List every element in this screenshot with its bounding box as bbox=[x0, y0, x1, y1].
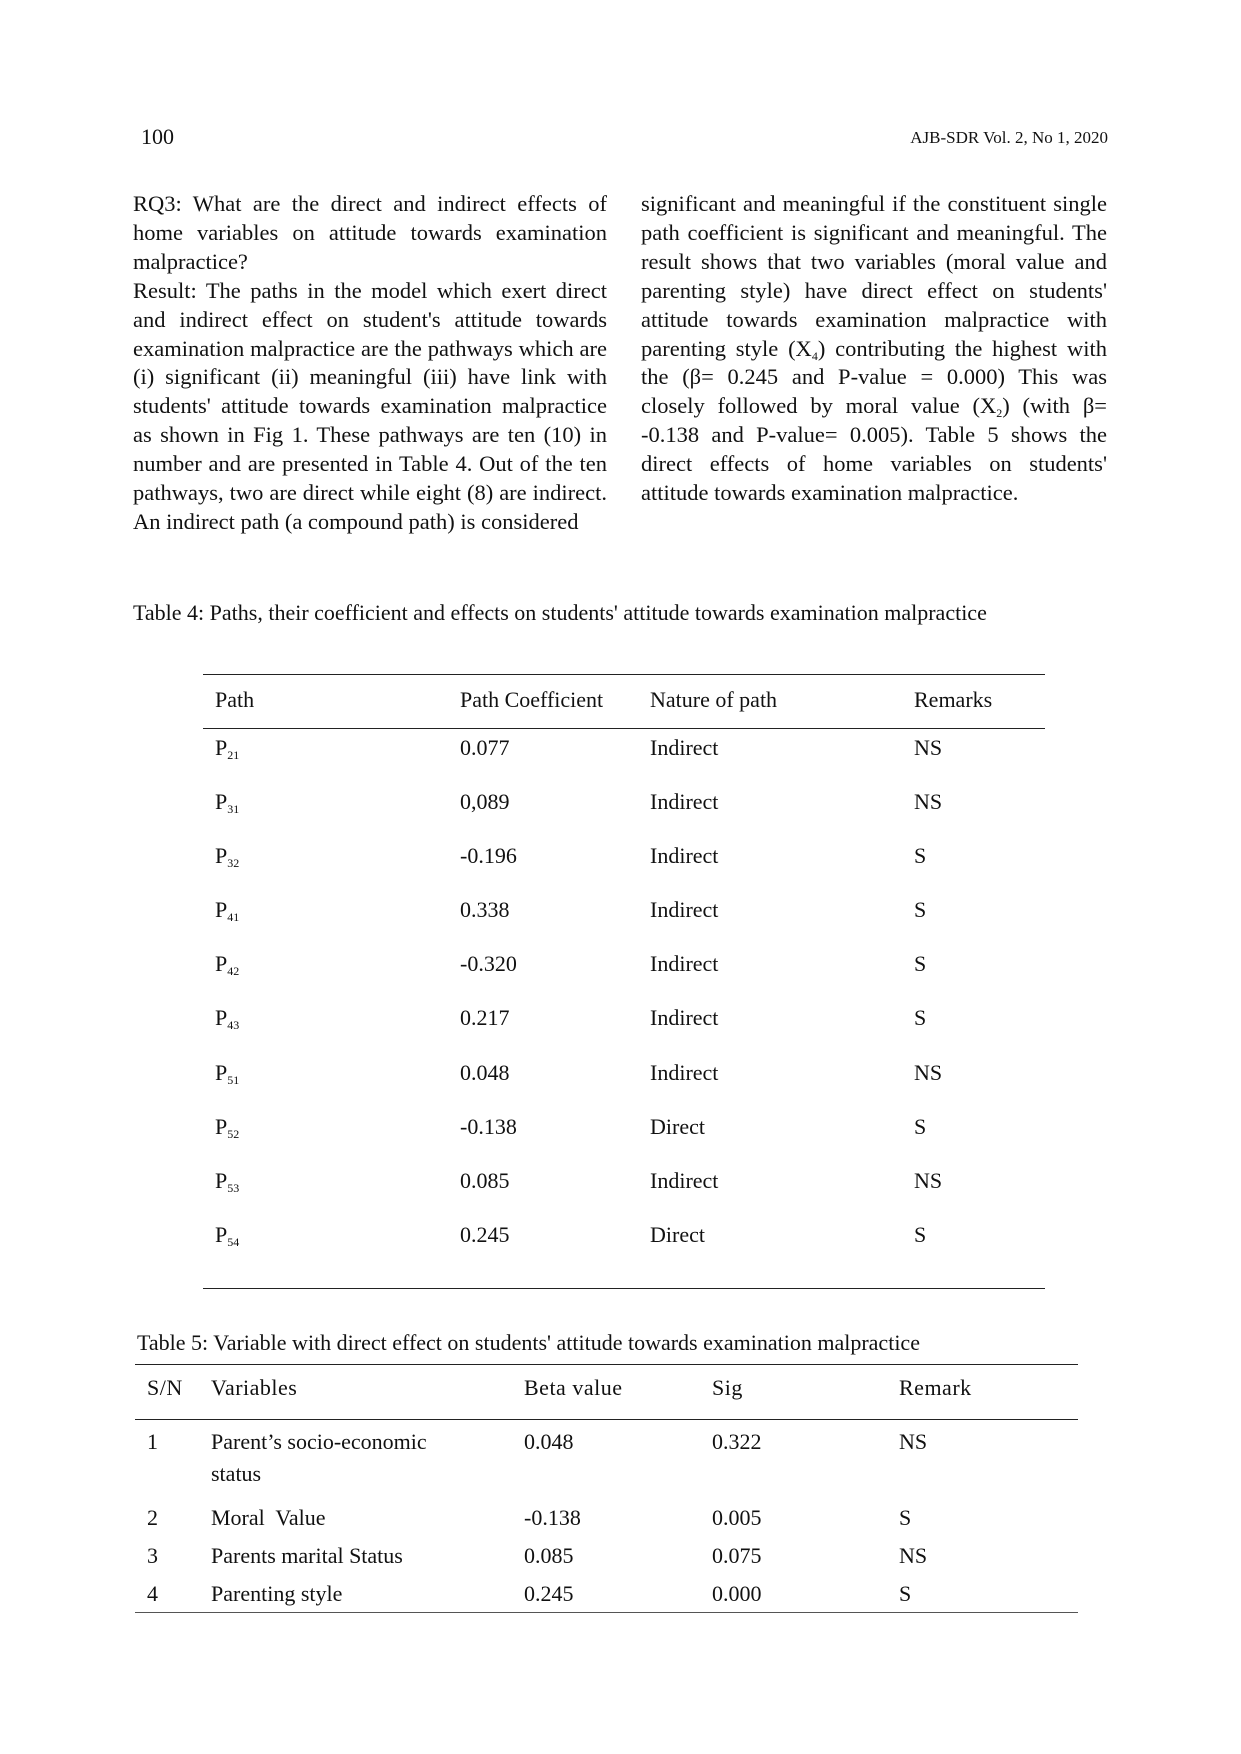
variable-name: Moral Value bbox=[211, 1504, 326, 1530]
table-header-row bbox=[203, 675, 1045, 729]
beta-cell: 0.048 bbox=[524, 1429, 574, 1454]
nature-cell: Direct bbox=[638, 1216, 902, 1288]
text-segment: ) (with β= -0.138 and P-value= 0.005). Table 5 shows the direct effects of home variables on students' attitude towards examination malpractice. bbox=[641, 393, 1107, 506]
remark-cell: S bbox=[887, 1572, 1078, 1613]
path-subscript: 21 bbox=[227, 748, 240, 762]
text-segment: ) contributing the highest with the (β= 0.245 and P-value = 0.000) This was closely followed by moral value (X bbox=[641, 335, 1107, 419]
path-subscript: 41 bbox=[227, 910, 240, 925]
table-header-row bbox=[135, 1365, 1078, 1420]
coefficient-cell: 0.245 bbox=[448, 1216, 638, 1288]
coefficient-cell: 0.048 bbox=[460, 1059, 510, 1085]
subscript: 4 bbox=[811, 348, 818, 363]
beta-cell: 0.245 bbox=[512, 1572, 700, 1613]
remark-cell: S bbox=[899, 1504, 912, 1530]
path-subscript: 53 bbox=[227, 1181, 240, 1195]
coefficient-cell: 0.338 bbox=[460, 897, 510, 923]
sig-cell: 0.000 bbox=[700, 1572, 887, 1613]
path-subscript: 52 bbox=[227, 1126, 240, 1141]
path-label: P bbox=[215, 788, 228, 814]
research-question: RQ3: What are the direct and indirect effects of home variables on attitude towards examination malpractice? bbox=[133, 191, 607, 274]
col-header: Beta value bbox=[512, 1365, 700, 1420]
remark-cell: NS bbox=[914, 1059, 943, 1085]
coefficient-cell: -0.320 bbox=[460, 951, 517, 977]
path-cell bbox=[203, 1054, 448, 1108]
right-paragraph bbox=[641, 190, 1107, 508]
table-row bbox=[203, 999, 1045, 1053]
col-header: Remark bbox=[887, 1365, 1078, 1420]
sn-cell: 3 bbox=[147, 1542, 158, 1568]
path-label: P bbox=[215, 1113, 228, 1139]
path-subscript: 42 bbox=[227, 964, 240, 979]
remark-cell: S bbox=[902, 1216, 1045, 1288]
left-column bbox=[133, 190, 607, 537]
nature-cell: Indirect bbox=[650, 788, 719, 814]
sn-cell: 1 bbox=[147, 1429, 158, 1454]
path-subscript: 31 bbox=[227, 801, 240, 816]
path-label: P bbox=[215, 842, 228, 868]
subscript: 2 bbox=[996, 406, 1003, 421]
path-cell bbox=[203, 1108, 448, 1162]
col-header: Path bbox=[203, 675, 448, 729]
table4 bbox=[203, 674, 1045, 1289]
sig-cell: 0.075 bbox=[712, 1542, 762, 1568]
path-subscript: 43 bbox=[227, 1018, 240, 1033]
remark-cell: NS bbox=[914, 1168, 943, 1193]
path-label: P bbox=[215, 1222, 228, 1248]
remark-cell: S bbox=[914, 1113, 927, 1139]
table-row bbox=[135, 1420, 1078, 1496]
table-row bbox=[203, 1054, 1045, 1108]
page-number: 100 bbox=[141, 124, 174, 149]
path-cell bbox=[203, 729, 448, 783]
variable-name: Parent’s socio-economic bbox=[211, 1429, 427, 1454]
path-cell bbox=[203, 945, 448, 999]
beta-cell: -0.138 bbox=[524, 1504, 581, 1530]
path-label: P bbox=[215, 1005, 228, 1031]
path-subscript: 54 bbox=[227, 1235, 240, 1250]
path-label: P bbox=[215, 1168, 228, 1193]
variable-cell bbox=[199, 1534, 512, 1572]
beta-cell: 0.085 bbox=[524, 1542, 574, 1568]
path-label: P bbox=[215, 1059, 228, 1085]
path-label: P bbox=[215, 951, 228, 977]
right-column bbox=[641, 190, 1107, 508]
table5-caption: Table 5: Variable with direct effect on students' attitude towards examination malpractice bbox=[137, 1330, 920, 1355]
col-header: S/N bbox=[135, 1365, 199, 1420]
coefficient-cell: 0,089 bbox=[460, 788, 510, 814]
remark-cell: NS bbox=[914, 788, 943, 814]
nature-cell: Indirect bbox=[650, 951, 719, 977]
coefficient-cell: 0.085 bbox=[460, 1168, 510, 1193]
col-header: Variables bbox=[199, 1365, 512, 1420]
path-subscript: 51 bbox=[227, 1072, 240, 1087]
text-segment: significant and meaningful if the constituent single path coefficient is significant and meaningful. The result shows that two variables (moral value and parenting style) have direct effect on students' attitude towards examination malpractice with parenting style (X bbox=[641, 191, 1107, 361]
variable-name: Parenting style bbox=[211, 1580, 343, 1606]
table-row bbox=[203, 729, 1045, 783]
remark-cell: NS bbox=[899, 1542, 928, 1568]
remark-cell: S bbox=[914, 842, 927, 868]
col-header: Path Coefficient bbox=[448, 675, 638, 729]
nature-cell: Indirect bbox=[650, 735, 719, 760]
result-paragraph: Result: The paths in the model which exert direct and indirect effect on student's attitude towards examination malpractice are the pathways which are (i) significant (ii) meaningful (iii) have link with students' attitude towards examination malpractice as shown in Fig 1. These pathways are ten (10) in number and are presented in Table 4. Out of the ten pathways, two are direct while eight (8) are indirect. An indirect path (a compound path) is considered bbox=[133, 277, 607, 534]
sn-cell: 2 bbox=[147, 1504, 158, 1530]
table-row bbox=[135, 1572, 1078, 1613]
sig-cell: 0.322 bbox=[712, 1429, 762, 1454]
sn-cell: 4 bbox=[135, 1572, 199, 1613]
nature-cell: Indirect bbox=[650, 1005, 719, 1031]
nature-cell: Indirect bbox=[650, 1059, 719, 1085]
nature-cell: Indirect bbox=[650, 1168, 719, 1193]
col-header: Remarks bbox=[902, 675, 1045, 729]
table-row bbox=[203, 945, 1045, 999]
remark-cell: S bbox=[914, 897, 927, 923]
path-label: P bbox=[215, 735, 228, 760]
coefficient-cell: 0.217 bbox=[460, 1005, 510, 1031]
remark-cell: NS bbox=[914, 735, 943, 760]
remark-cell: NS bbox=[899, 1429, 928, 1454]
variable-cell bbox=[199, 1572, 512, 1613]
remark-cell: S bbox=[914, 1005, 927, 1031]
table-row bbox=[203, 837, 1045, 891]
coefficient-cell: 0.077 bbox=[460, 735, 510, 760]
variable-name: Parents marital Status bbox=[211, 1542, 403, 1568]
table-row bbox=[203, 1108, 1045, 1162]
table-row bbox=[203, 1162, 1045, 1216]
nature-cell: Indirect bbox=[650, 842, 719, 868]
nature-cell: Direct bbox=[650, 1113, 705, 1139]
path-subscript: 32 bbox=[227, 855, 240, 870]
remark-cell: S bbox=[914, 951, 927, 977]
sig-cell: 0.005 bbox=[712, 1504, 762, 1530]
path-label: P bbox=[215, 897, 228, 923]
table4-caption: Table 4: Paths, their coefficient and effects on students' attitude towards examination malpractice bbox=[133, 600, 987, 625]
table-row bbox=[135, 1534, 1078, 1572]
nature-cell: Indirect bbox=[650, 897, 719, 923]
table-row bbox=[203, 1216, 1045, 1288]
path-cell bbox=[203, 891, 448, 945]
table-row bbox=[135, 1496, 1078, 1534]
col-header: Sig bbox=[700, 1365, 887, 1420]
col-header: Nature of path bbox=[638, 675, 902, 729]
path-cell bbox=[203, 783, 448, 837]
path-cell bbox=[203, 837, 448, 891]
coefficient-cell: -0.138 bbox=[460, 1113, 517, 1139]
path-cell bbox=[203, 1216, 448, 1288]
coefficient-cell: -0.196 bbox=[460, 842, 517, 868]
path-cell bbox=[203, 999, 448, 1053]
journal-header: AJB-SDR Vol. 2, No 1, 2020 bbox=[910, 128, 1108, 147]
table5 bbox=[135, 1364, 1078, 1613]
variable-name-cont: status bbox=[211, 1461, 262, 1486]
path-cell bbox=[203, 1162, 448, 1216]
variable-cell bbox=[199, 1420, 512, 1496]
table-row bbox=[203, 783, 1045, 837]
table-row bbox=[203, 891, 1045, 945]
variable-cell bbox=[199, 1496, 512, 1534]
